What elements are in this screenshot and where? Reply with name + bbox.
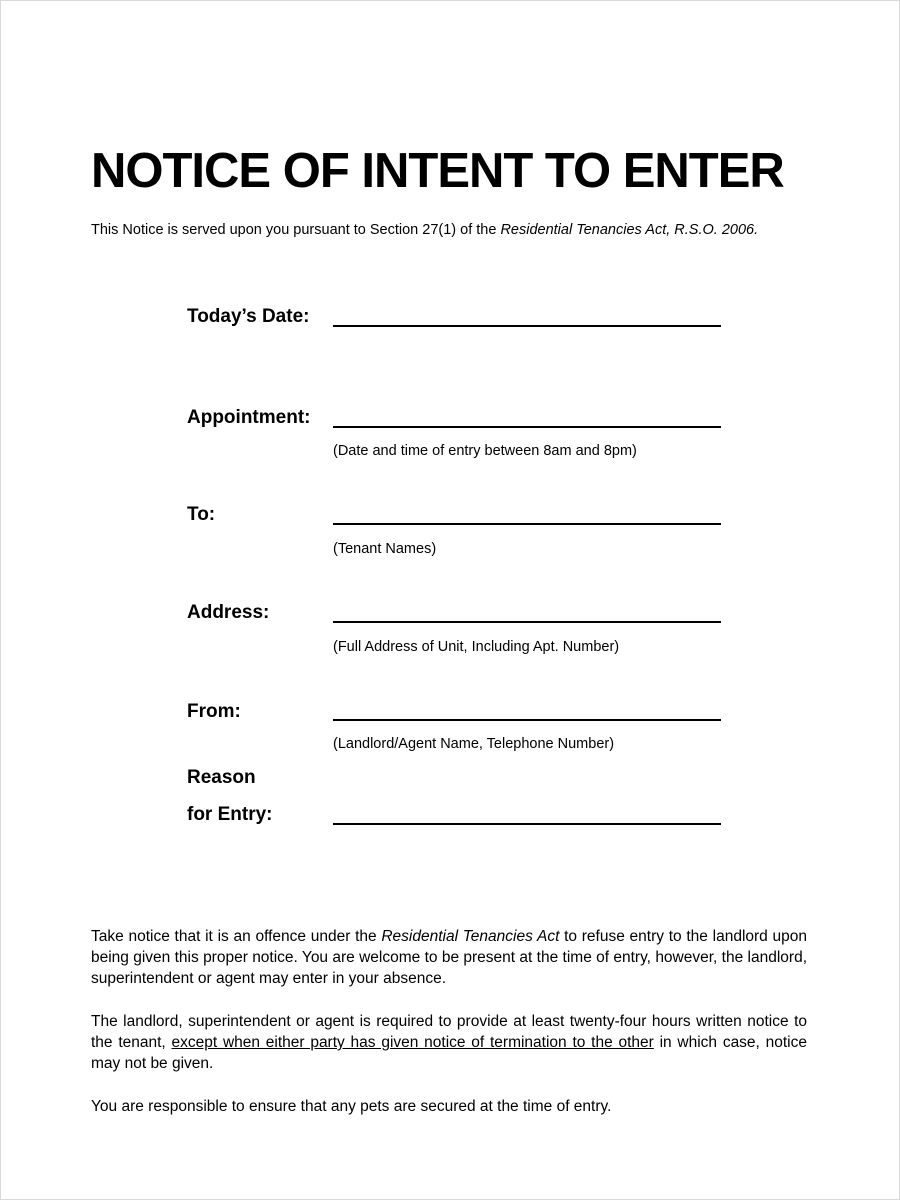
intro-prefix: This Notice is served upon you pursuant to Section 27(1) of the: [91, 222, 501, 238]
intro-text: [91, 222, 758, 238]
reason-label-line1: Reason: [187, 767, 256, 788]
notice-requirement-paragraph: [91, 1011, 807, 1074]
appointment-line[interactable]: [333, 426, 721, 428]
offence-text-b: to refuse entry to the landlord upon being given this proper notice. You are welcome to be present at the time of entry, however, the landlord, superintendent or agent may enter in your absence.: [91, 928, 807, 987]
from-hint: (Landlord/Agent Name, Telephone Number): [333, 736, 615, 752]
from-line[interactable]: [333, 719, 721, 721]
todays-date-label: Today’s Date:: [187, 306, 310, 327]
appointment-hint: (Date and time of entry between 8am and 8pm): [333, 443, 637, 459]
appointment-label: Appointment:: [187, 407, 311, 428]
to-label: To:: [187, 504, 216, 525]
address-line[interactable]: [333, 621, 721, 623]
todays-date-line[interactable]: [333, 325, 721, 327]
to-hint: (Tenant Names): [333, 541, 437, 557]
address-hint: (Full Address of Unit, Including Apt. Number): [333, 639, 620, 655]
notice-title: NOTICE OF INTENT TO ENTER: [91, 144, 784, 198]
reason-label-line2: for Entry:: [187, 804, 273, 825]
offence-text-a: Take notice that it is an offence under the: [91, 928, 382, 945]
offence-paragraph: [91, 926, 807, 989]
requirement-exception-text: except when either party has given notice of termination to the other: [171, 1034, 654, 1051]
requirement-text-b: in which case, notice may not be given.: [91, 1034, 807, 1072]
address-label: Address:: [187, 602, 270, 623]
offence-act-name: Residential Tenancies Act: [381, 928, 560, 945]
intro-act-name: Residential Tenancies Act, R.S.O. 2006.: [500, 222, 759, 238]
reason-line[interactable]: [333, 823, 721, 825]
from-label: From:: [187, 701, 241, 722]
pets-paragraph: You are responsible to ensure that any pets are secured at the time of entry.: [91, 1098, 612, 1115]
requirement-text-a: The landlord, superintendent or agent is required to provide at least twenty-four hours written notice to the tenant,: [91, 1013, 807, 1051]
to-line[interactable]: [333, 523, 721, 525]
